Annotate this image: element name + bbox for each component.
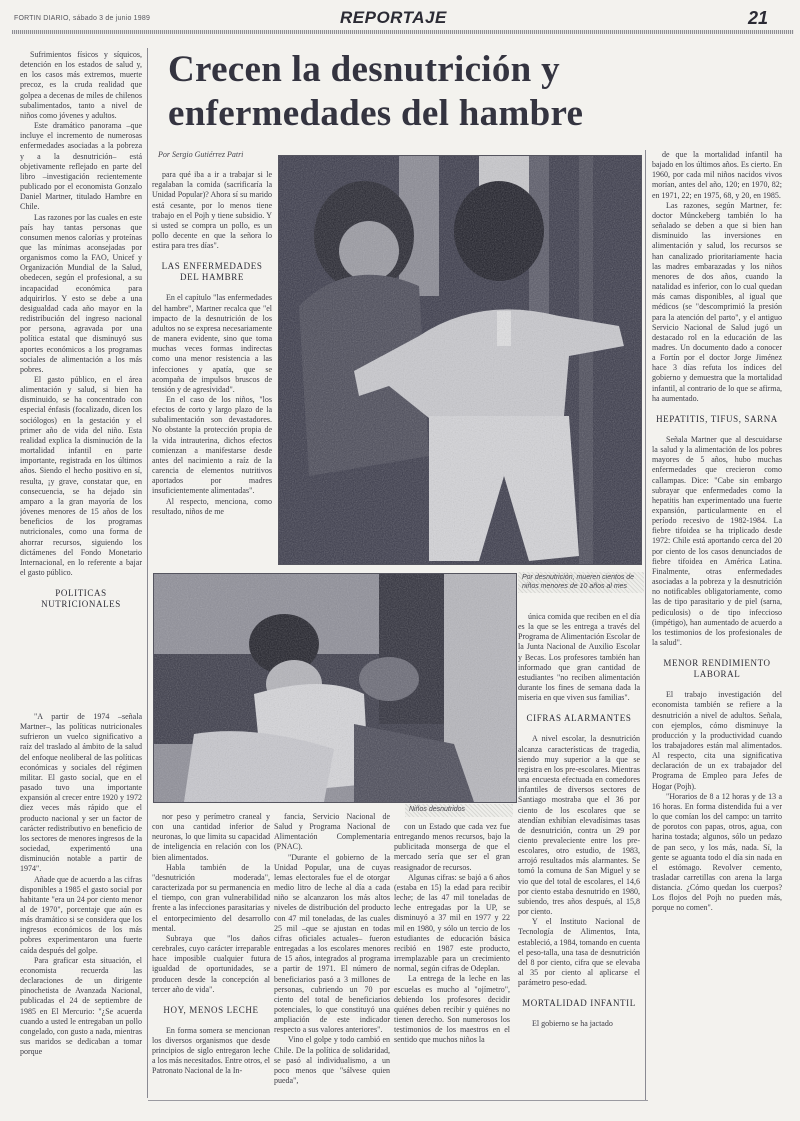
subhead-enfermedades-del-hambre: LAS ENFERMEDADES DEL HAMBRE [161,261,263,283]
paragraph: única comida que reciben en el día es la que se les entrega a través del Programa de Alimentación Escolar de la Junta Nacional de Auxilio Escolar y Becas. Los profesores también han informado que gran cantidad de estudiantes "no reciben alimentación durante los fines de semana dada la miseria en que viven sus familias". [518,612,640,703]
paragraph: con un Estado que cada vez fue entregando menos recursos, bajo la publicitada monserga de que el mercado sería que ser el gran reasignador de recursos. [394,822,510,872]
column-2-lower [152,812,270,1102]
paragraph: El trabajo investigación del economista también se refiere a la desnutrición a nivel de adultos. Señala, con ejemplos, cómo disminuye la producción y la productividad cuando los trabajadores están mal alimentados. Al respecto, cita una significativa declaración de un ex trabajador del Programa de Empleo para Jefes de Hogar (Pojh). [652,690,782,791]
section-title: REPORTAJE [340,8,447,27]
paragraph: Algunas cifras: se bajó a 6 años (estaba en 15) la edad para recibir leche; de las 47 mil toneladas de leche entregadas por la UP, se disminuyó a 37 mil en 1977 y 22 mil en 1980, y sólo un tercio de los estudiantes de educación básica recibió en 1987 este producto, irremplazable para un crecimiento normal, según cifras de Odeplan. [394,872,510,974]
paragraph: "Horarios de 8 a 12 horas y de 13 a 16 horas. En forma distendida fui a ver lo que comían los del campo: un tarrito de porotos con papas, otros, agua, con harina tostada; algunos, sólo un pedazo de pan seco, y los más, nada. Sí, la gente se aguanta todo el día sin nada en el estómago. Revolver cemento, trasladar carretillas con arena la larga distancia. ¿Cómo quedan los cuerpos? Los flojos del Pojh no pueden más, porque no comen". [652,791,782,913]
publication-info: FORTIN DIARIO, sábado 3 de junio 1989 [14,15,151,22]
paragraph: En el caso de los niños, "los efectos de corto y largo plazo de la subalimentación son devastadores. No obstante la protección propia de la vida intrauterina, dichos efectos comienzan a manifestarse desde antes del nacimiento a raíz de la carencia de elementos nutritivos aportados por madres insuficientemente alimentadas". [152,394,272,496]
paragraph: "Durante el gobierno de la Unidad Popular, una de cuyas lemas electorales fue el de otorgar medio litro de leche al día a cada niño se alcanzaron los más altos niveles de distribución del producto con 47 mil toneladas, de las cuales 25 mil –que se ajustan en todas cifras oficiales actuales– fueron entregadas a los escolares menores de 15 años, integrados al programa a partir de 1971. El número de beneficiarios pasó a 3 millones de personas, cubriendo un 70 por ciento del total de beneficiarios potenciales, lo que constituyó una ampliación de este indicador respecto a sus valores anteriores". [274,852,390,1035]
paragraph: Sufrimientos físicos y síquicos, detención en los estados de salud y, en los casos más extremos, muerte precoz, es la cruda realidad que golpea a decenas de miles de chilenos subalimentados, tanto a nivel de niños como jóvenes y adultos. [20,50,142,120]
subhead-mortalidad-infantil: MORTALIDAD INFANTIL [522,998,636,1009]
paragraph: Añade que de acuerdo a las cifras disponibles a 1985 el gasto social por habitante "era un 24 por ciento menor al de 1970", porcentaje que aún es más dramático si se considera que los ingresos económicos de los más pobres experimentaron una fuerte caída después del golpe. [20,874,142,955]
paragraph: Habla también de la "desnutrición moderada", caracterizada por su permanencia en el tiempo, con gran vulnerabilidad frente a las infecciones parasitarias y el entorpecimiento del desarrollo mental. [152,862,270,933]
subhead-hoy-menos-leche: HOY, MENOS LECHE [163,1004,259,1015]
paragraph: A nivel escolar, la desnutrición alcanza características de tragedia, siendo muy superior a la que se registra en los pre-escolares. Mientras una encuesta efectuada en comedores infantiles de diversos sectores de Santiago mostraba que el 36 por ciento de los escolares que se atendían exhibían elevadísimas tasas de desnutrición, contra un 29 por ciento prevaleciente entre los pre-escolares, otro estudio, de 1983, arrojó resultados más alarmantes. Se tomó la comuna de San Miguel y se vio que del total de escolares, el 14,6 por ciento estaba desnutrido en 1980, subiendo, tres años después, al 15,8 por ciento. [518,734,640,917]
paragraph: nor peso y perímetro craneal y con una cantidad inferior de neuronas, lo que limita su capacidad de inteligencia en relación con los bien alimentados. [152,812,270,862]
paragraph: fancia, Servicio Nacional de Salud y Programa Nacional de Alimentación Complementaria (PNAC). [274,812,390,852]
photo-children-sitting [153,573,517,803]
column-5 [518,612,640,1102]
paragraph: En el capítulo "las enfermedades del hambre", Martner recalca que "el impacto de la desnutrición de los adultos no se expresa necesariamente de manera evidente, sino que toma muchas veces formas indirectas como una menor resistencia a las infecciones y apatía, que se acompaña de impulsos bruscos de tensión y de agresividad". [152,293,272,394]
photo-caption: Por desnutrición, mueren cientos de niños menores de 10 años al mes [518,572,644,593]
paragraph: La entrega de la leche en las escuelas es mucho al "ojímetro", debiendo los profesores decidir quiénes deben recibir y quiénes no tienen derecho. Son numerosos los testimonios de los maestros en el sentido que muchos niños la [394,974,510,1045]
paragraph: El gasto público, en el área alimentación y salud, si bien ha disminuido, se ha concentrado con especial énfasis (focalizado, dicen los sociólogos) en la gestación y el primer año de vida del niño. Esta realidad explica la disminución de la mortalidad infantil en parte importante, registrada en los últimos años. Siendo el hecho positivo en sí, resulta, ¡y grave, constatar que, en consecuencia, se ha dejado sin amparo a la gran mayoría de los jóvenes menores de 15 años de los beneficios de los programas nutricionales, como una forma de ahorrar recursos, siguiendo los dictámenes del Fondo Monetario Internacional, en lo referente a bajar el gasto público. [20,375,142,577]
paragraph: Subraya que "los daños cerebrales, cuyo carácter irreparable hace imposible cualquier futura igualdad de oportunidades, se producen desde la concepción al tercer año de vida". [152,933,270,994]
paragraph: para qué iba a ir a trabajar si le regalaban la comida (sacrificaría la Unidad Popular)? Ahora sí su marido está cesante, por lo menos tiene trabajo en el Pojh y tiene subsidio. Y si usted se compra un pollo, es un pollo decente en que la señora lo estira para tres días". [152,170,272,251]
subhead-cifras-alarmantes: CIFRAS ALARMANTES [526,713,632,724]
paragraph: Al respecto, menciona, como resultado, niños de me [152,496,272,516]
paragraph: El gobierno se ha jactado [532,1019,613,1029]
column-3 [274,812,390,1102]
paragraph: Señala Martner que al descuidarse la salud y la alimentación de los pobres mayores de 5 años, hubo muchas enfermedades que crecieron como callampas. Dice: "Cabe sin embargo subrayar que enfermedades como la hepatitis han experimentado una fuerte expansión, particularmente en el período recesivo de 1982-1984. La fiebre tifoidea se ha triplicado desde 1972: Chile está aportando cerca del 20 por ciento de los casos denunciados de fiebre tifoidea en América Latina. Finalmente, otras enfermedades asociadas a la pobreza y la desnutrición no notificables obligatoriamente, como las de tipo parasitario y de piel (sarna, pediculosis) o de tipo infeccioso (impétigo), han aumentado de acuerdo a los testimonios de los profesionales de la salud". [652,434,782,648]
photo-children-standing-icon [279,156,641,564]
column-1 [20,50,142,690]
column-divider [645,150,646,1100]
paragraph: de que la mortalidad infantil ha bajado en los últimos años. Es cierto. En 1960, por cada mil niños nacidos vivos morían, antes del año, 120; en 1970, 82; en 1971, 22; en 1975, 68, y 20, en 1985. [652,150,782,200]
paragraph: "A partir de 1974 –señala Martner–, las políticas nutricionales sufrieron un vuelco significativo a raíz del traslado al ámbito de la salud del enfoque neoliberal de las políticas económicas y sociales del régimen militar. El gasto social, que en el pasado tuvo una importante expansión al crecer entre 1920 y 1972 diez veces más rápido que el producto nacional y ser un factor de carácter redistributivo en beneficio de los sectores de menores ingresos de la sociedad, experimentó una disminución notable a partir de 1974". [20,712,142,874]
column-1-continued [20,712,142,1102]
page-number: 21 [748,8,769,28]
header-rule [12,30,794,34]
headline: Crecen la desnutrición y enfermedades del hambre [168,49,584,134]
column-divider [147,48,148,1098]
paragraph: Vino el golpe y todo cambió en Chile. De la política de solidaridad, se pasó al individualismo, a un poco menos que "sálvese quien pueda", [274,1035,390,1086]
bottom-rule [148,1100,648,1101]
photo-caption: Niños desnutridos [405,804,513,817]
paragraph: Las razones por las cuales en este país hay tantas personas que consumen menos calorías y proteínas que las mínimas aconsejadas por organismos como la FAO, Unicef y Organización Mundial de la Salud, obedecen, según el profesional, a su incapacidad económica para adquirirlos. Y esto se debe a una desigualdad cada año mayor en la redistribución del ingreso nacional por persona, agravada por una política estatal que disminuyó sus aportes económicos a los programas sociales de alimentación a los más pobres. [20,212,142,374]
paragraph: Para graficar esta situación, el economista recuerda las declaraciones de un dirigente pinochetista de Avanzada Nacional, publicadas el 24 de septiembre de 1985 en El Mercurio: "¿Se acuerda cuando a usted le entregaban un pollo congelado, con gusto a nada, mientras sus maridos se dedicaban a tomar porque [20,955,142,1057]
column-6 [652,150,782,1100]
photo-children-sitting-icon [154,574,516,802]
subhead-politicas-nutricionales: POLITICAS NUTRICIONALES [41,588,121,610]
subhead-menor-rendimiento-laboral: MENOR RENDIMIENTO LABORAL [663,658,771,680]
paragraph: Y el Instituto Nacional de Tecnología de Alimentos, Inta, estableció, a 1984, tomando en cuenta el peso-talla, una tasa de desnutrición del 8 por ciento, cifra que se elevaba al 35 por ciento al aplicarse el parámetro peso-edad. [518,917,640,988]
paragraph: En forma somera se mencionan los diversos organismos que desde principios de siglo entregaron leche a los más necesitados. Entre otros, el Patronato Nacional de la In- [152,1025,270,1076]
photo-children-standing [278,155,642,565]
paragraph: Las razones, según Martner, fe: doctor Münckeberg también lo ha señalado se deben a que si bien han disminuido las inversiones en alimentación y salud, los recursos se han canalizado prioritariamente hacia las madres embarazadas y los niños menores de dos años, cuando la natalidad es inferior, con lo cual quedan más camas disponibles, al igual que médicos (se "descomprimió la presión para la atención del parto", y el antiguo Servicio Nacional de Salud jugó un destacado rol en la educación de las madres. Un documento dado a conocer a Fortín por el doctor Jorge Jiménez hace 3 días refuta los índices del gobierno y demuestra que la mortalidad infantil, al contrario de lo que se afirma, ha aumentado. [652,200,782,403]
subhead-hepatitis-tifus-sarna: HEPATITIS, TIFUS, SARNA [656,413,778,424]
byline: Por Sergio Gutiérrez Patri [158,150,244,159]
column-2 [152,150,272,570]
column-4 [394,822,510,1102]
paragraph: Este dramático panorama –que incluye el incremento de numerosas enfermedades asociadas a la pobreza y a la desnutrición– está objetivamente reflejado en parte del libro –investigación recientemente publicado por el economista Gonzalo Daniel Martner, titulado Hambre en Chile. [20,121,142,212]
